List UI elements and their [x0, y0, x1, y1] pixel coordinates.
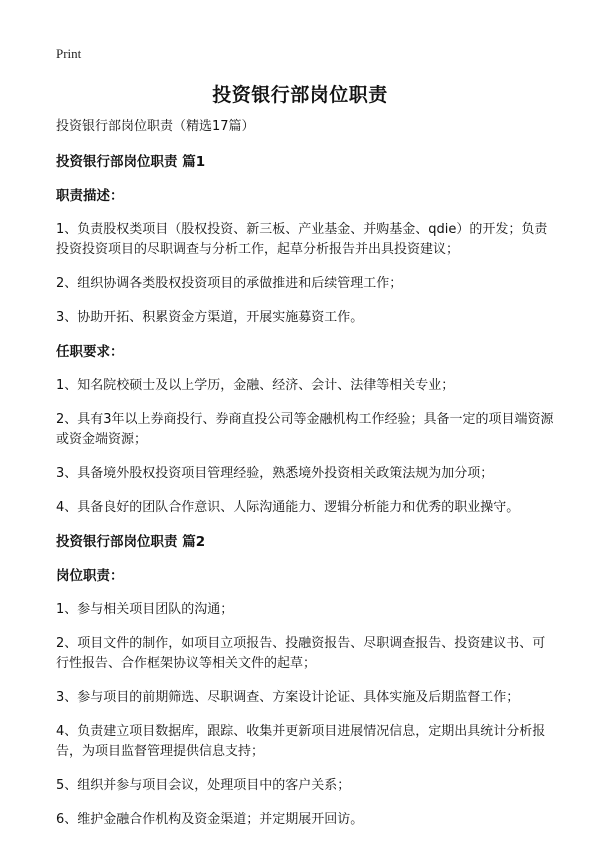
section-title: 投资银行部岗位职责 篇1: [56, 154, 206, 170]
document-body: [56, 117, 556, 844]
list-item: 1、知名院校硕士及以上学历，金融、经济、会计、法律等相关专业；: [56, 378, 455, 393]
list-item: 5、组织并参与项目会议，处理项目中的客户关系；: [56, 778, 351, 793]
list-item: 3、协助开拓、积累资金方渠道，开展实施募资工作。: [56, 310, 364, 325]
list-item: 6、维护金融合作机构及资金渠道；并定期展开回访。: [56, 812, 364, 827]
list-item: 4、负责建立项目数据库，跟踪、收集并更新项目进展情况信息，定期出具统计分析报告，为项目监督管理提供信息支持；: [56, 724, 546, 759]
list-item: 1、负责股权类项目（股权投资、新三板、产业基金、并购基金、qdie）的开发；负责投资投资项目的尽职调查与分析工作，起草分析报告并出具投资建议；: [56, 222, 548, 257]
list-item: 3、参与项目的前期筛选、尽职调查、方案设计论证、具体实施及后期监督工作；: [56, 690, 520, 705]
list-item: 3、具备境外股权投资项目管理经验，熟悉境外投资相关政策法规为加分项；: [56, 466, 494, 481]
list-item: 2、组织协调各类股权投资项目的承做推进和后续管理工作；: [56, 276, 403, 291]
subsection-heading: 任职要求：: [56, 344, 124, 360]
section-title: 投资银行部岗位职责 篇2: [56, 534, 206, 550]
list-item: 2、项目文件的制作，如项目立项报告、投融资报告、尽职调查报告、投资建议书、可行性报告、合作框架协议等相关文件的起草；: [56, 636, 546, 671]
list-item: 1、参与相关项目团队的沟通；: [56, 602, 234, 617]
document-title: 投资银行部岗位职责: [212, 84, 388, 106]
list-item: 2、具有3年以上券商投行、券商直投公司等金融机构工作经验；具备一定的项目端资源或资金端资源；: [56, 412, 554, 447]
subsection-heading: 职责描述：: [56, 188, 124, 204]
print-label: Print: [56, 46, 82, 61]
list-item: 4、具备良好的团队合作意识、人际沟通能力、逻辑分析能力和优秀的职业操守。: [56, 500, 520, 515]
subsection-heading: 岗位职责：: [56, 568, 124, 584]
intro-text: 投资银行部岗位职责（精选17篇）: [56, 119, 255, 134]
